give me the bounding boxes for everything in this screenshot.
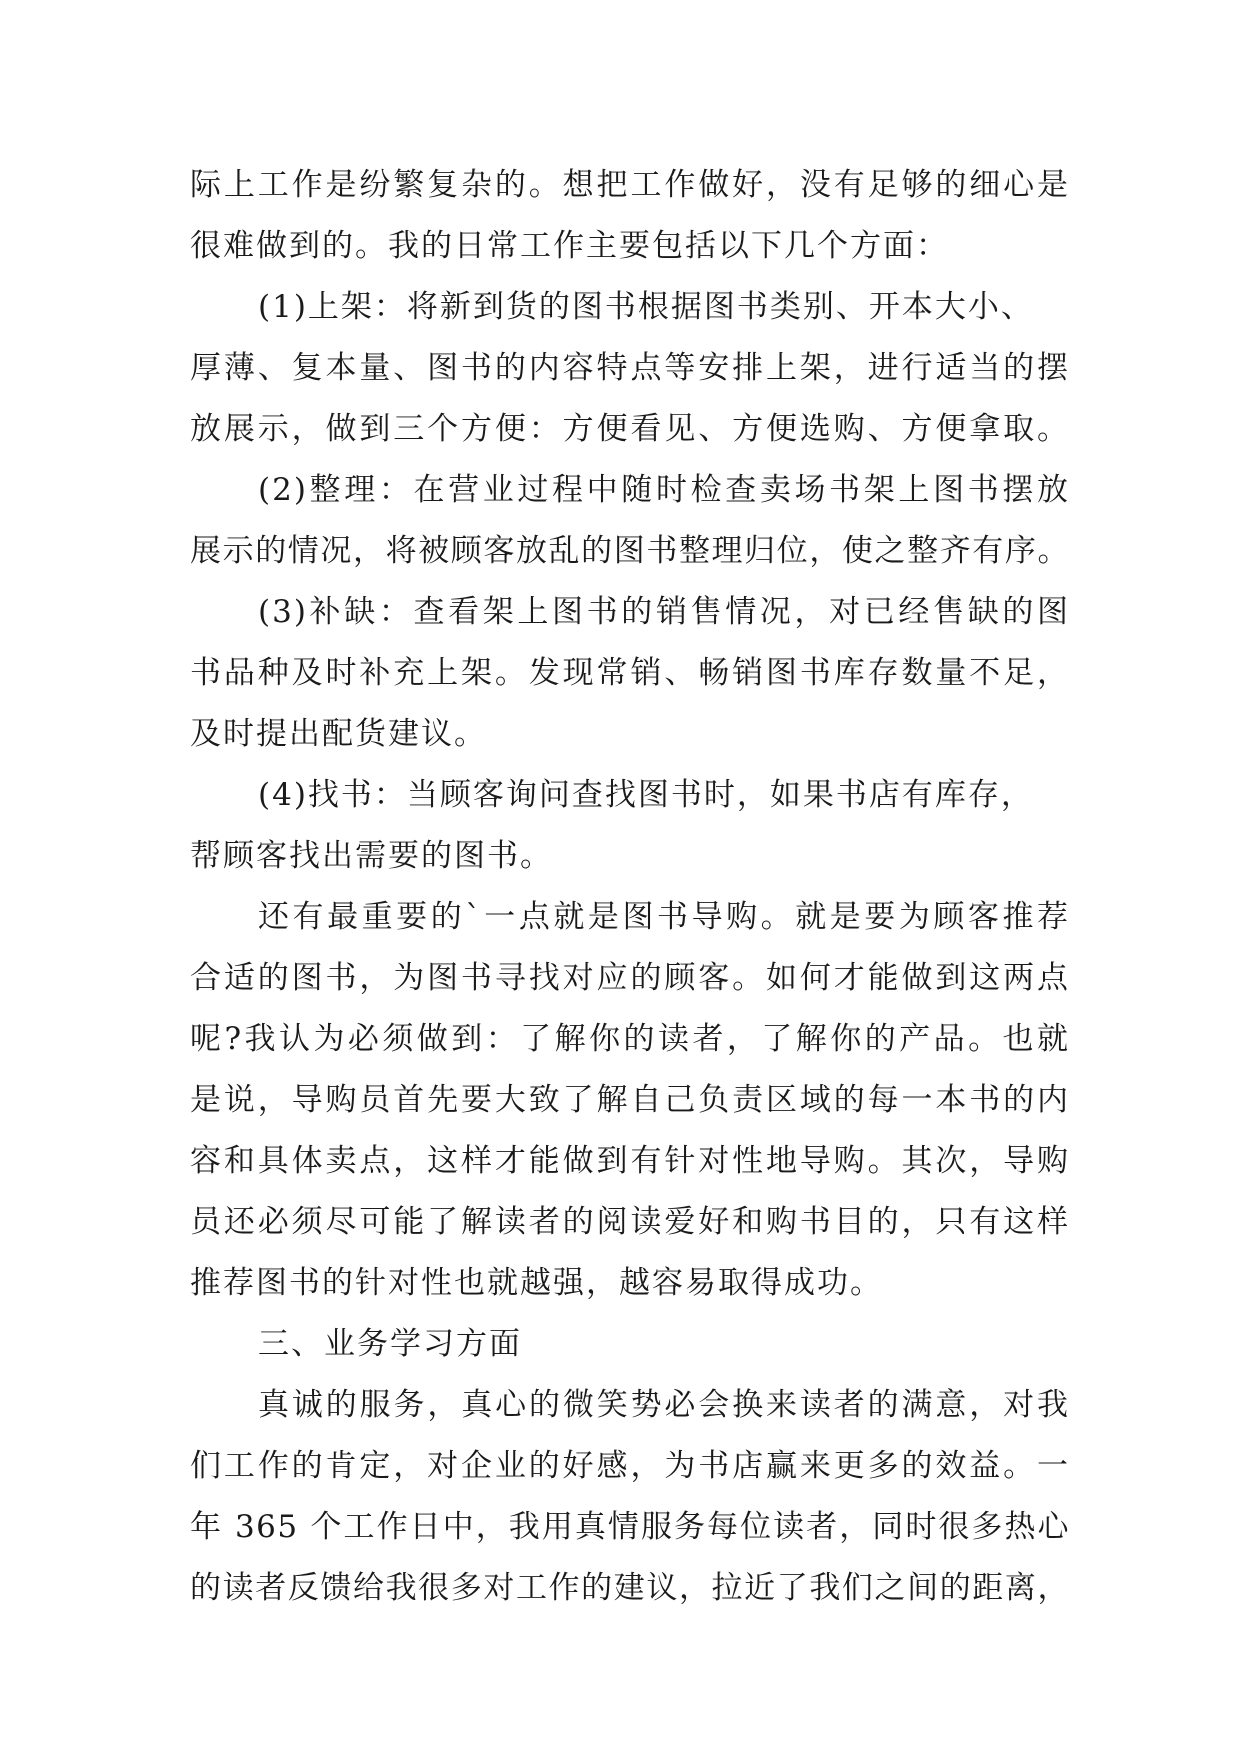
text-line: 放展示，做到三个方便：方便看见、方便选购、方便拿取。: [190, 411, 1070, 447]
text-line: 呢?我认为必须做到：了解你的读者，了解你的产品。也就: [190, 1021, 1070, 1057]
text-line: 书品种及时补充上架。发现常销、畅销图书库存数量不足，: [190, 655, 1070, 691]
text-line: 员还必须尽可能了解读者的阅读爱好和购书目的，只有这样: [190, 1204, 1070, 1240]
document-body: [190, 155, 1070, 1619]
text-line: 展示的情况，将被顾客放乱的图书整理归位，使之整齐有序。: [190, 533, 1070, 569]
text-line: 容和具体卖点，这样才能做到有针对性地导购。其次，导购: [190, 1143, 1070, 1179]
text-line: (1)上架：将新到货的图书根据图书类别、开本大小、: [258, 289, 1034, 325]
text-line: 及时提出配货建议。: [190, 716, 487, 752]
text-line: 很难做到的。我的日常工作主要包括以下几个方面：: [190, 228, 949, 264]
text-line: 推荐图书的针对性也就越强，越容易取得成功。: [190, 1265, 883, 1301]
text-line: (2)整理：在营业过程中随时检查卖场书架上图书摆放: [258, 472, 1070, 508]
text-line: 合适的图书，为图书寻找对应的顾客。如何才能做到这两点: [190, 960, 1070, 996]
text-line: 是说，导购员首先要大致了解自己负责区域的每一本书的内: [190, 1082, 1070, 1118]
text-line: 厚薄、复本量、图书的内容特点等安排上架，进行适当的摆: [190, 350, 1070, 386]
text-line: (3)补缺：查看架上图书的销售情况，对已经售缺的图: [258, 594, 1070, 630]
section-heading: 三、业务学习方面: [258, 1326, 522, 1362]
text-line: 真诚的服务，真心的微笑势必会换来读者的满意，对我: [258, 1387, 1070, 1423]
text-line: 帮顾客找出需要的图书。: [190, 838, 553, 874]
text-line: 际上工作是纷繁复杂的。想把工作做好，没有足够的细心是: [190, 167, 1070, 203]
text-line: 还有最重要的`一点就是图书导购。就是要为顾客推荐: [258, 899, 1070, 935]
text-line: 们工作的肯定，对企业的好感，为书店赢来更多的效益。一: [190, 1448, 1070, 1484]
text-line: 的读者反馈给我很多对工作的建议，拉近了我们之间的距离，: [190, 1570, 1070, 1606]
text-line: 年 365 个工作日中，我用真情服务每位读者，同时很多热心: [190, 1509, 1070, 1545]
text-line: (4)找书：当顾客询问查找图书时，如果书店有库存，: [258, 777, 1034, 813]
